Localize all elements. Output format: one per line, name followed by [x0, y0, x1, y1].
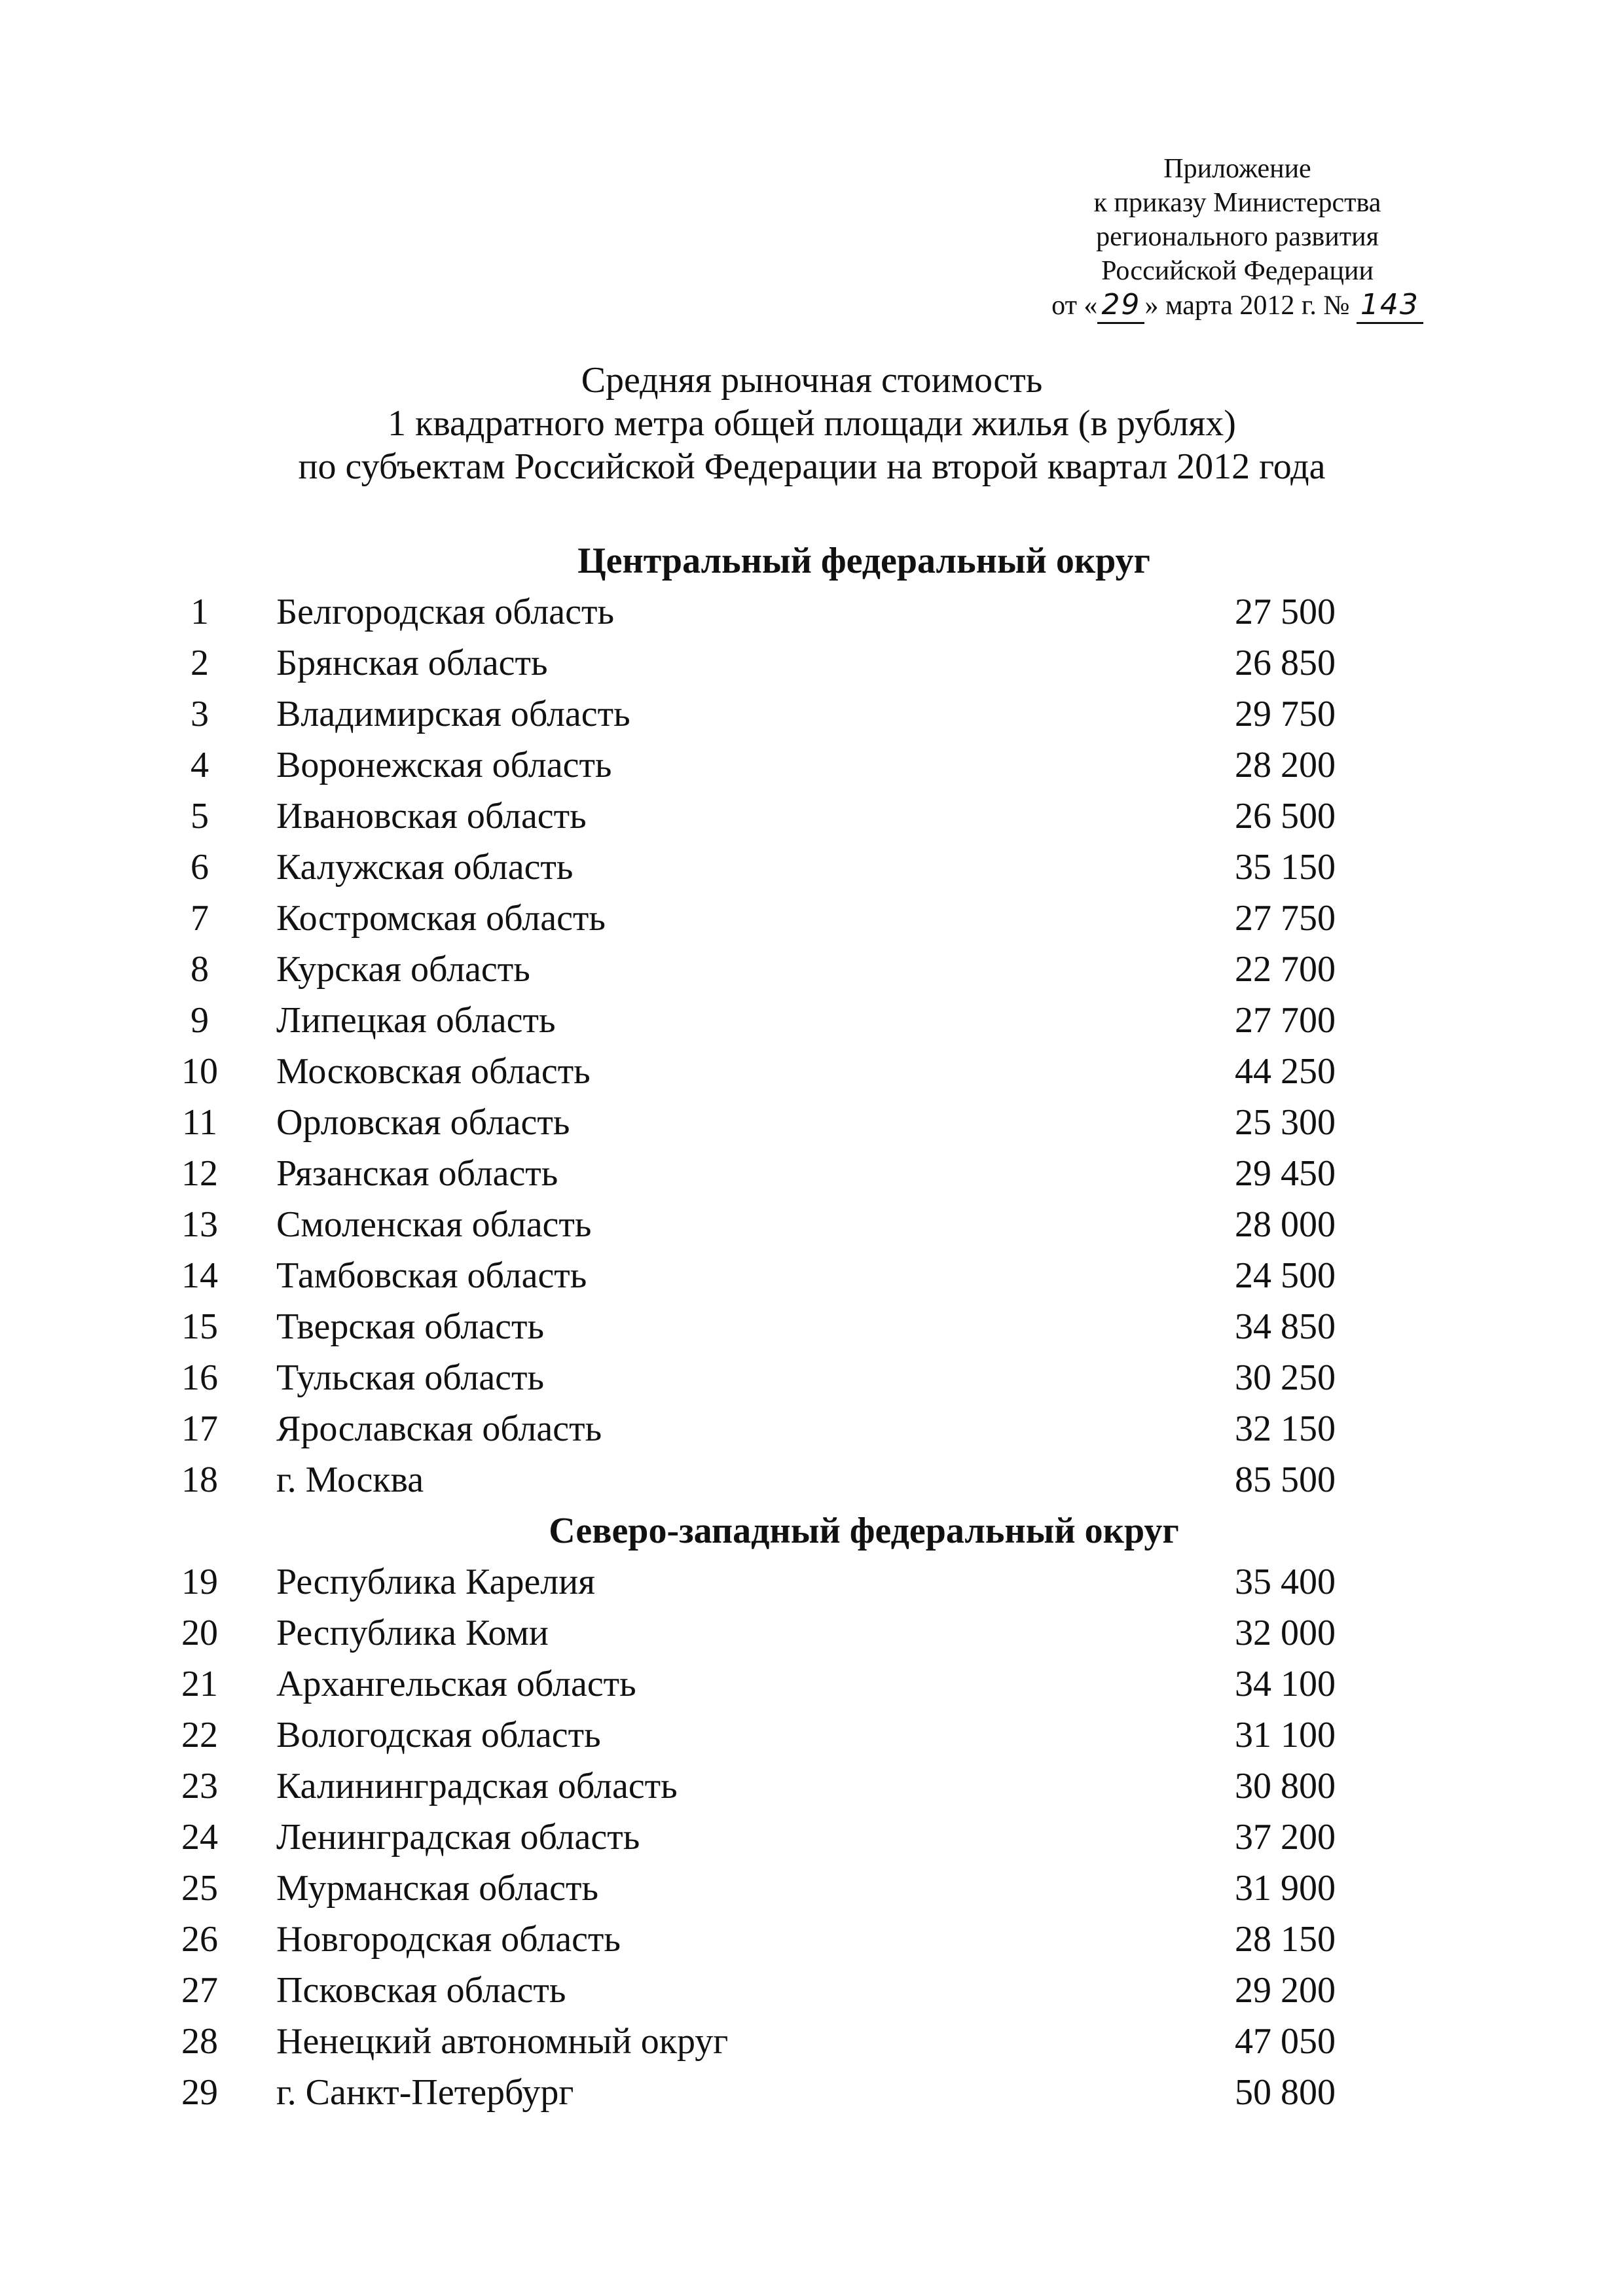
district-heading: Северо-западный федеральный округ	[549, 1511, 1179, 1551]
row-number: 29	[181, 2072, 218, 2113]
row-number: 8	[191, 949, 209, 990]
table-row	[0, 740, 1623, 791]
region-name: Липецкая область	[276, 1000, 556, 1041]
row-number: 22	[181, 1715, 218, 1755]
table-row	[0, 893, 1623, 944]
table-row	[0, 1301, 1623, 1352]
table-row	[0, 1761, 1623, 1812]
price-value: 26 850	[1235, 643, 1336, 683]
price-value: 28 150	[1235, 1919, 1336, 1960]
region-name: Брянская область	[276, 643, 548, 683]
title-line-2: 1 квадратного метра общей площади жилья (в рублях)	[388, 403, 1236, 444]
price-value: 25 300	[1235, 1102, 1336, 1143]
price-value: 31 100	[1235, 1715, 1336, 1755]
table-row	[0, 842, 1623, 893]
row-number: 12	[181, 1153, 218, 1194]
price-value: 28 000	[1235, 1204, 1336, 1245]
region-name: г. Москва	[276, 1460, 424, 1500]
attachment-block	[969, 152, 1506, 324]
region-name: Тульская область	[276, 1357, 545, 1398]
row-number: 16	[181, 1357, 218, 1398]
row-number: 24	[181, 1817, 218, 1857]
table-row	[0, 1863, 1623, 1914]
row-number: 17	[181, 1408, 218, 1449]
row-number: 20	[181, 1613, 218, 1653]
table-row	[0, 1659, 1623, 1710]
price-value: 27 750	[1235, 898, 1336, 939]
row-number: 10	[181, 1051, 218, 1092]
table-row	[0, 1607, 1623, 1659]
price-value: 34 100	[1235, 1664, 1336, 1704]
region-name: Воронежская область	[276, 745, 612, 785]
row-number: 27	[181, 1970, 218, 2011]
region-name: Республика Коми	[276, 1613, 549, 1653]
region-name: Тверская область	[276, 1306, 544, 1347]
price-value: 31 900	[1235, 1868, 1336, 1909]
price-value: 22 700	[1235, 949, 1336, 990]
table-row	[0, 1352, 1623, 1403]
table-row	[0, 944, 1623, 995]
price-value: 37 200	[1235, 1817, 1336, 1857]
region-name: Ленинградская область	[276, 1817, 640, 1857]
row-number: 19	[181, 1562, 218, 1602]
date-prefix: от «	[1051, 291, 1098, 321]
row-number: 11	[182, 1102, 217, 1143]
table-row	[0, 689, 1623, 740]
region-name: Владимирская область	[276, 694, 630, 734]
row-number: 1	[191, 592, 209, 632]
price-value: 47 050	[1235, 2021, 1336, 2062]
region-name: Тамбовская область	[276, 1255, 587, 1296]
price-value: 27 500	[1235, 592, 1336, 632]
district-heading: Центральный федеральный округ	[577, 541, 1150, 581]
price-value: 35 150	[1235, 847, 1336, 888]
price-value: 26 500	[1235, 796, 1336, 836]
table-row	[0, 791, 1623, 842]
row-number: 25	[181, 1868, 218, 1909]
price-value: 85 500	[1235, 1460, 1336, 1500]
row-number: 18	[181, 1460, 218, 1500]
title-line-1: Средняя рыночная стоимость	[581, 360, 1043, 401]
price-value: 29 450	[1235, 1153, 1336, 1194]
table-row	[0, 1046, 1623, 1097]
title-line-3: по субъектам Российской Федерации на второй квартал 2012 года	[298, 446, 1326, 487]
table-row	[0, 1454, 1623, 1505]
price-value: 28 200	[1235, 745, 1336, 785]
attachment-order-ref: к приказу Министерства	[1093, 188, 1381, 218]
price-value: 29 200	[1235, 1970, 1336, 2011]
region-name: Белгородская область	[276, 592, 615, 632]
table-row	[0, 1556, 1623, 1607]
region-name: Костромская область	[276, 898, 606, 939]
region-name: Московская область	[276, 1051, 591, 1092]
region-name: Республика Карелия	[276, 1562, 595, 1602]
date-middle: » марта 2012 г. №	[1144, 291, 1350, 321]
row-number: 28	[181, 2021, 218, 2062]
handwritten-day: 29	[1097, 288, 1144, 324]
row-number: 2	[191, 643, 209, 683]
table-row	[0, 1097, 1623, 1148]
price-value: 35 400	[1235, 1562, 1336, 1602]
row-number: 5	[191, 796, 209, 836]
row-number: 9	[191, 1000, 209, 1041]
price-value: 24 500	[1235, 1255, 1336, 1296]
table-row	[0, 1199, 1623, 1250]
price-value: 34 850	[1235, 1306, 1336, 1347]
table-row	[0, 1965, 1623, 2016]
region-name: Новгородская область	[276, 1919, 621, 1960]
table-row	[0, 2016, 1623, 2067]
region-name: Орловская область	[276, 1102, 570, 1143]
price-value: 32 150	[1235, 1408, 1336, 1449]
row-number: 14	[181, 1255, 218, 1296]
row-number: 7	[191, 898, 209, 939]
attachment-federation: Российской Федерации	[1101, 256, 1374, 286]
table-row	[0, 586, 1623, 637]
table-row	[0, 1250, 1623, 1301]
region-name: г. Санкт-Петербург	[276, 2072, 574, 2113]
row-number: 3	[191, 694, 209, 734]
document-title	[196, 359, 1427, 488]
region-name: Смоленская область	[276, 1204, 592, 1245]
attachment-label: Приложение	[1163, 154, 1311, 184]
region-name: Ивановская область	[276, 796, 587, 836]
attachment-ministry: регионального развития	[1096, 222, 1379, 252]
region-name: Вологодская область	[276, 1715, 601, 1755]
price-value: 29 750	[1235, 694, 1336, 734]
price-value: 30 250	[1235, 1357, 1336, 1398]
table-row	[0, 637, 1623, 689]
row-number: 4	[191, 745, 209, 785]
region-name: Рязанская область	[276, 1153, 558, 1194]
price-value: 30 800	[1235, 1766, 1336, 1806]
table-row	[0, 995, 1623, 1046]
table-row	[0, 1710, 1623, 1761]
row-number: 21	[181, 1664, 218, 1704]
price-list	[0, 535, 1623, 2118]
region-name: Ненецкий автономный округ	[276, 2021, 729, 2062]
region-name: Калининградская область	[276, 1766, 678, 1806]
table-row	[0, 1403, 1623, 1454]
region-name: Ярославская область	[276, 1408, 602, 1449]
price-value: 44 250	[1235, 1051, 1336, 1092]
price-value: 27 700	[1235, 1000, 1336, 1041]
table-row	[0, 1148, 1623, 1199]
row-number: 13	[181, 1204, 218, 1245]
table-row	[0, 2067, 1623, 2118]
region-name: Псковская область	[276, 1970, 566, 2011]
row-number: 6	[191, 847, 209, 888]
region-name: Курская область	[276, 949, 530, 990]
region-name: Мурманская область	[276, 1868, 599, 1909]
table-row	[0, 1914, 1623, 1965]
price-value: 50 800	[1235, 2072, 1336, 2113]
table-row	[0, 1812, 1623, 1863]
row-number: 15	[181, 1306, 218, 1347]
price-value: 32 000	[1235, 1613, 1336, 1653]
region-name: Архангельская область	[276, 1664, 636, 1704]
region-name: Калужская область	[276, 847, 574, 888]
row-number: 23	[181, 1766, 218, 1806]
attachment-date-line	[969, 288, 1506, 324]
handwritten-order-number: 143	[1357, 288, 1423, 324]
row-number: 26	[181, 1919, 218, 1960]
